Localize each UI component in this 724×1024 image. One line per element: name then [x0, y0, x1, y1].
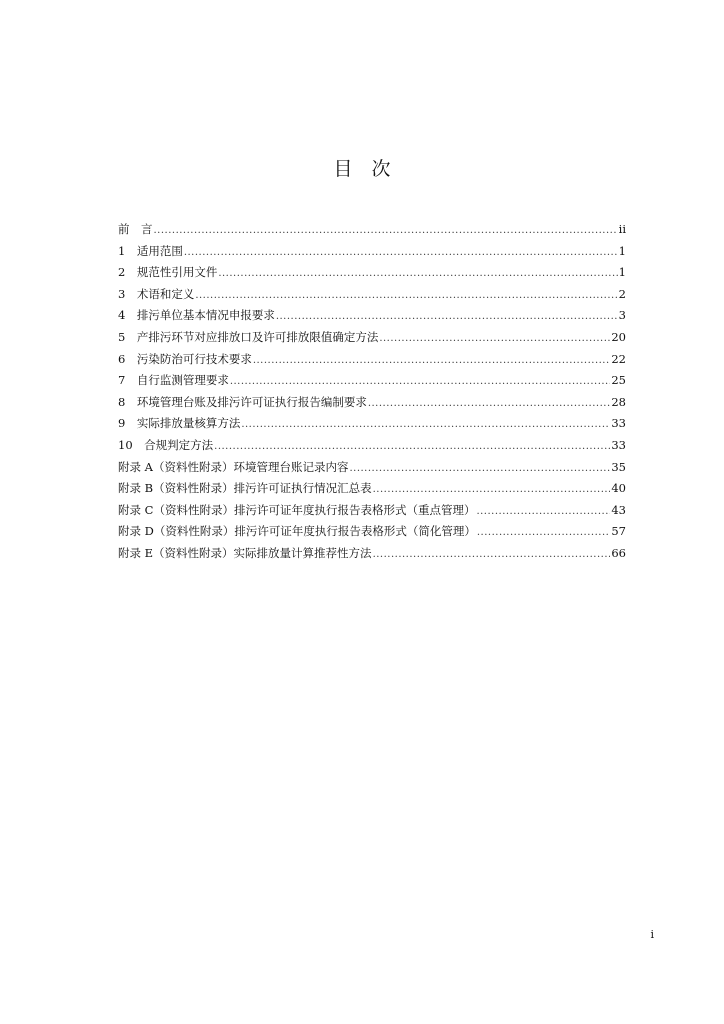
toc-entry[interactable]	[118, 329, 626, 351]
toc-entry-page: 25	[611, 373, 626, 388]
toc-dot-leader	[368, 398, 611, 409]
toc-entry-page: 3	[618, 308, 626, 323]
toc-dot-leader	[230, 376, 611, 387]
toc-entry-label: 附录 B（资料性附录）排污许可证执行情况汇总表	[118, 481, 372, 496]
toc-entry-label: 8 环境管理台账及排污许可证执行报告编制要求	[118, 394, 367, 409]
toc-dot-leader	[241, 419, 610, 430]
table-of-contents	[118, 221, 626, 567]
page-title: 目 次	[333, 158, 391, 180]
toc-entry-page: 1	[618, 265, 626, 280]
toc-dot-leader	[373, 549, 611, 560]
toc-entry[interactable]	[118, 502, 626, 524]
toc-entry-page: 33	[611, 437, 626, 452]
toc-entry[interactable]	[118, 437, 626, 459]
toc-dot-leader	[476, 506, 610, 517]
toc-entry-page: 57	[611, 524, 626, 539]
toc-entry-page: 66	[611, 545, 626, 560]
toc-entry[interactable]	[118, 480, 626, 502]
toc-entry-page: 40	[611, 481, 626, 496]
toc-entry[interactable]	[118, 459, 626, 481]
toc-dot-leader	[379, 333, 610, 344]
toc-dot-leader	[477, 527, 610, 538]
toc-dot-leader	[218, 268, 617, 279]
toc-dot-leader	[195, 290, 617, 301]
toc-dot-leader	[349, 463, 610, 474]
toc-entry-page: 22	[611, 351, 626, 366]
toc-entry[interactable]	[118, 307, 626, 329]
toc-entry-page: ii	[618, 222, 626, 236]
toc-entry-label: 9 实际排放量核算方法	[118, 416, 241, 431]
toc-entry-label: 7 自行监测管理要求	[118, 373, 229, 388]
toc-dot-leader	[214, 441, 610, 452]
page-number: i	[650, 928, 654, 941]
toc-entry-page: 1	[618, 243, 626, 258]
toc-entry-label: 附录 A（资料性附录）环境管理台账记录内容	[118, 459, 349, 474]
toc-entry-label: 前 言	[118, 222, 153, 236]
toc-dot-leader	[253, 355, 611, 366]
toc-dot-leader	[154, 225, 618, 236]
toc-entry-page: 33	[611, 416, 626, 431]
toc-entry-label: 2 规范性引用文件	[118, 265, 218, 280]
toc-entry-label: 附录 C（资料性附录）排污许可证年度执行报告表格形式（重点管理）	[118, 502, 476, 517]
toc-entry-label: 附录 D（资料性附录）排污许可证年度执行报告表格形式（简化管理）	[118, 524, 476, 539]
toc-entry-label: 4 排污单位基本情况申报要求	[118, 308, 275, 323]
toc-entry-label: 5 产排污环节对应排放口及许可排放限值确定方法	[118, 329, 379, 344]
toc-entry-page: 35	[611, 459, 626, 474]
toc-entry-label: 10 合规判定方法	[118, 437, 214, 452]
toc-entry[interactable]	[118, 286, 626, 308]
toc-entry[interactable]	[118, 415, 626, 437]
toc-dot-leader	[184, 247, 618, 258]
toc-entry[interactable]	[118, 372, 626, 394]
toc-entry[interactable]	[118, 221, 626, 243]
toc-entry-label: 3 术语和定义	[118, 286, 195, 301]
toc-entry-page: 2	[618, 286, 626, 301]
toc-entry[interactable]	[118, 545, 626, 567]
toc-entry[interactable]	[118, 523, 626, 545]
toc-dot-leader	[373, 484, 611, 495]
toc-entry[interactable]	[118, 351, 626, 373]
toc-entry-page: 28	[611, 394, 626, 409]
toc-dot-leader	[276, 311, 618, 322]
toc-entry-label: 附录 E（资料性附录）实际排放量计算推荐性方法	[118, 545, 372, 560]
toc-entry-label: 1 适用范围	[118, 243, 183, 258]
toc-entry[interactable]	[118, 394, 626, 416]
toc-entry-page: 20	[611, 329, 626, 344]
toc-entry[interactable]	[118, 243, 626, 265]
toc-entry-label: 6 污染防治可行技术要求	[118, 351, 252, 366]
toc-entry[interactable]	[118, 264, 626, 286]
toc-entry-page: 43	[611, 502, 626, 517]
